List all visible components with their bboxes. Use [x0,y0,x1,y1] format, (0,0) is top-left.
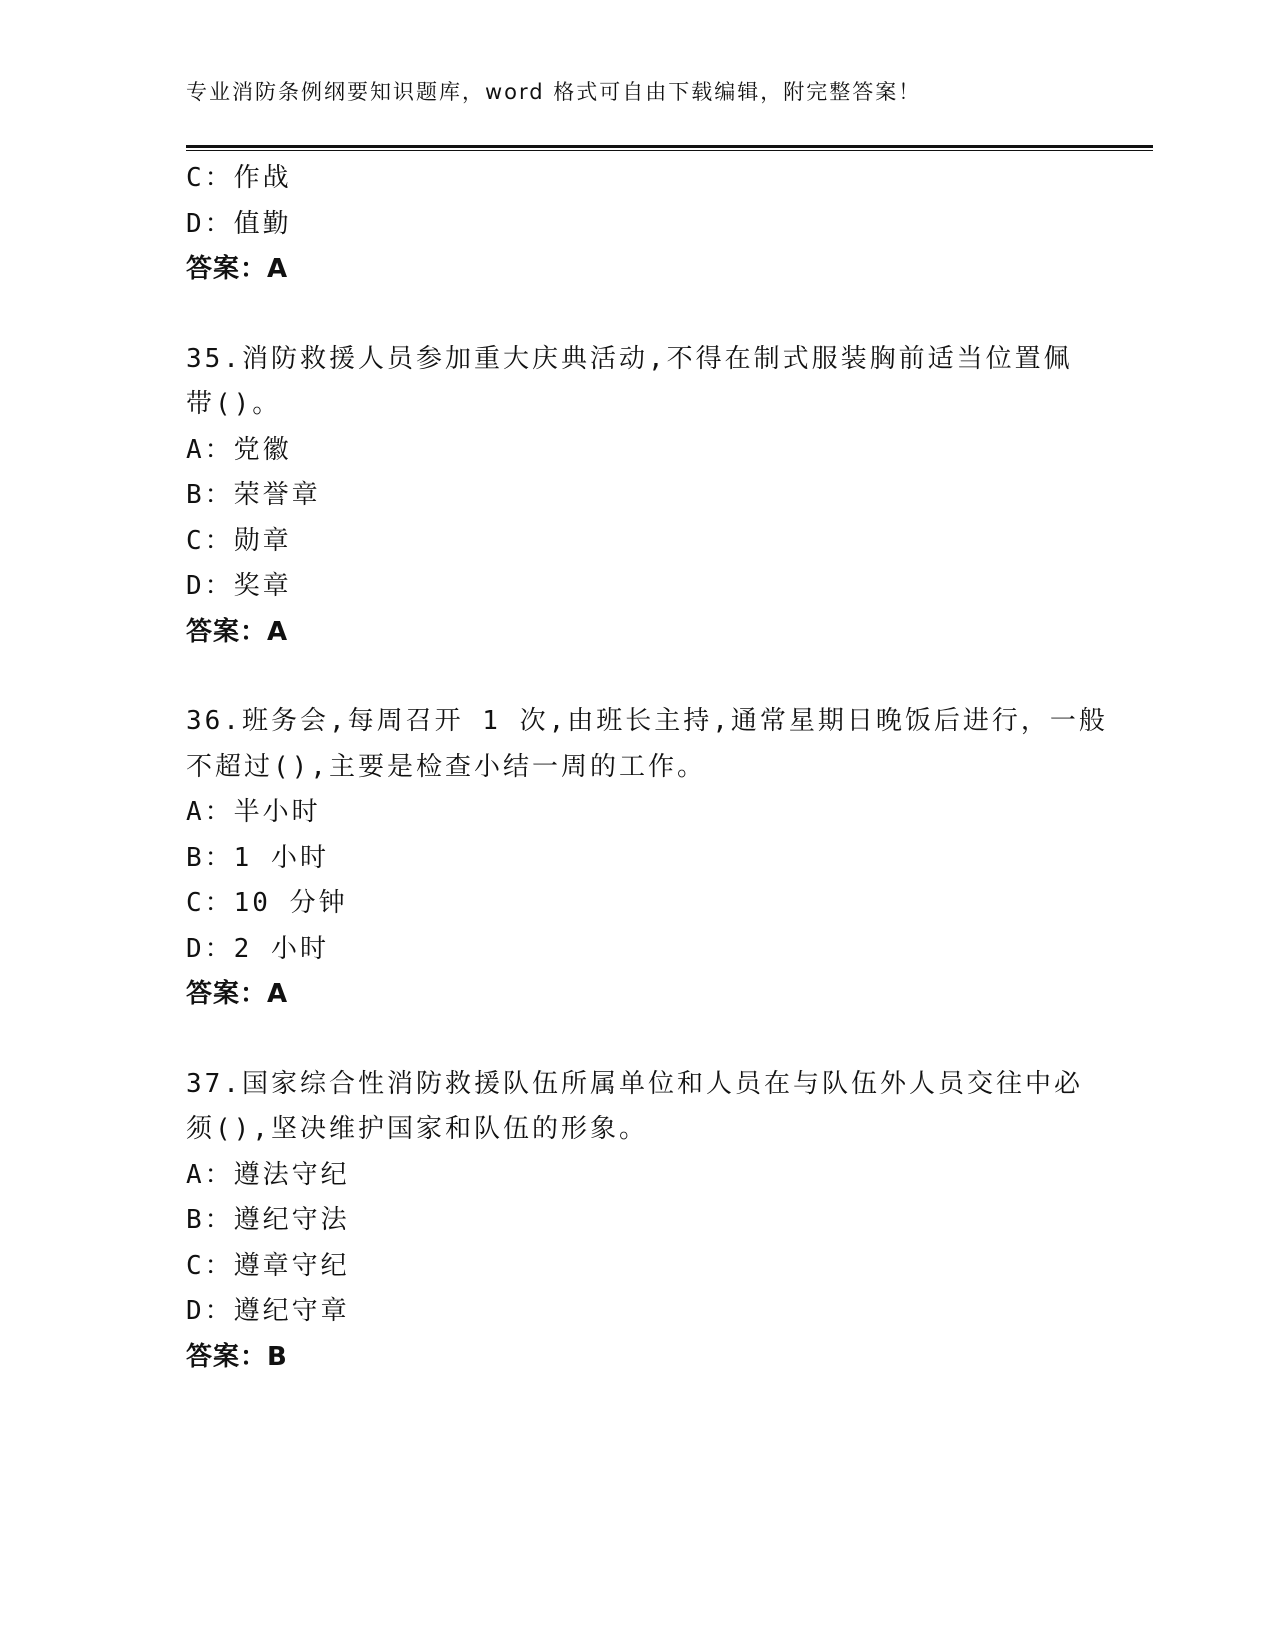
question-block-prev [186,156,1086,293]
option-d: D：奖章 [186,571,292,601]
option-b: B：遵纪守法 [186,1205,350,1235]
question-block-37 [186,1062,1086,1381]
question-block-36 [186,699,1108,1018]
option-a: A：遵法守纪 [186,1159,350,1190]
option-c: C：勋章 [186,525,292,556]
answer-line: 答案：B [186,1341,288,1372]
option-a: A：党徽 [186,434,292,465]
document-body [186,156,1108,1380]
question-text-line-1: 35.消防救援人员参加重大庆典活动,不得在制式服装胸前适当位置佩 [186,343,1073,374]
question-text-line-1: 36.班务会,每周召开 1 次,由班长主持,通常星期日晚饭后进行，一般 [186,706,1108,736]
header-rule-thick [186,145,1153,148]
option-a: A：半小时 [186,797,321,827]
option-b: B：荣誉章 [186,480,321,510]
option-c: C：遵章守纪 [186,1250,350,1281]
option-c: C：作战 [186,163,292,193]
option-d: D：2 小时 [186,933,329,964]
question-text-line-2: 带()。 [186,389,282,419]
option-d: D：遵纪守章 [186,1296,350,1326]
question-text-line-1: 37.国家综合性消防救援队伍所属单位和人员在与队伍外人员交往中必 [186,1068,1083,1099]
question-text-line-2: 不超过(),主要是检查小结一周的工作。 [186,751,706,782]
option-c: C：10 分钟 [186,888,348,918]
page-header: 专业消防条例纲要知识题库，word 格式可自由下载编辑，附完整答案！ [186,80,922,104]
question-text-line-2: 须(),坚决维护国家和队伍的形象。 [186,1114,648,1144]
option-b: B：1 小时 [186,842,329,873]
answer-line: 答案：A [186,616,289,647]
header-rule-thin [186,150,1153,151]
answer-line: 答案：A [186,254,289,284]
answer-line: 答案：A [186,979,289,1009]
question-block-35 [186,337,1086,656]
option-d: D：值勤 [186,208,292,239]
